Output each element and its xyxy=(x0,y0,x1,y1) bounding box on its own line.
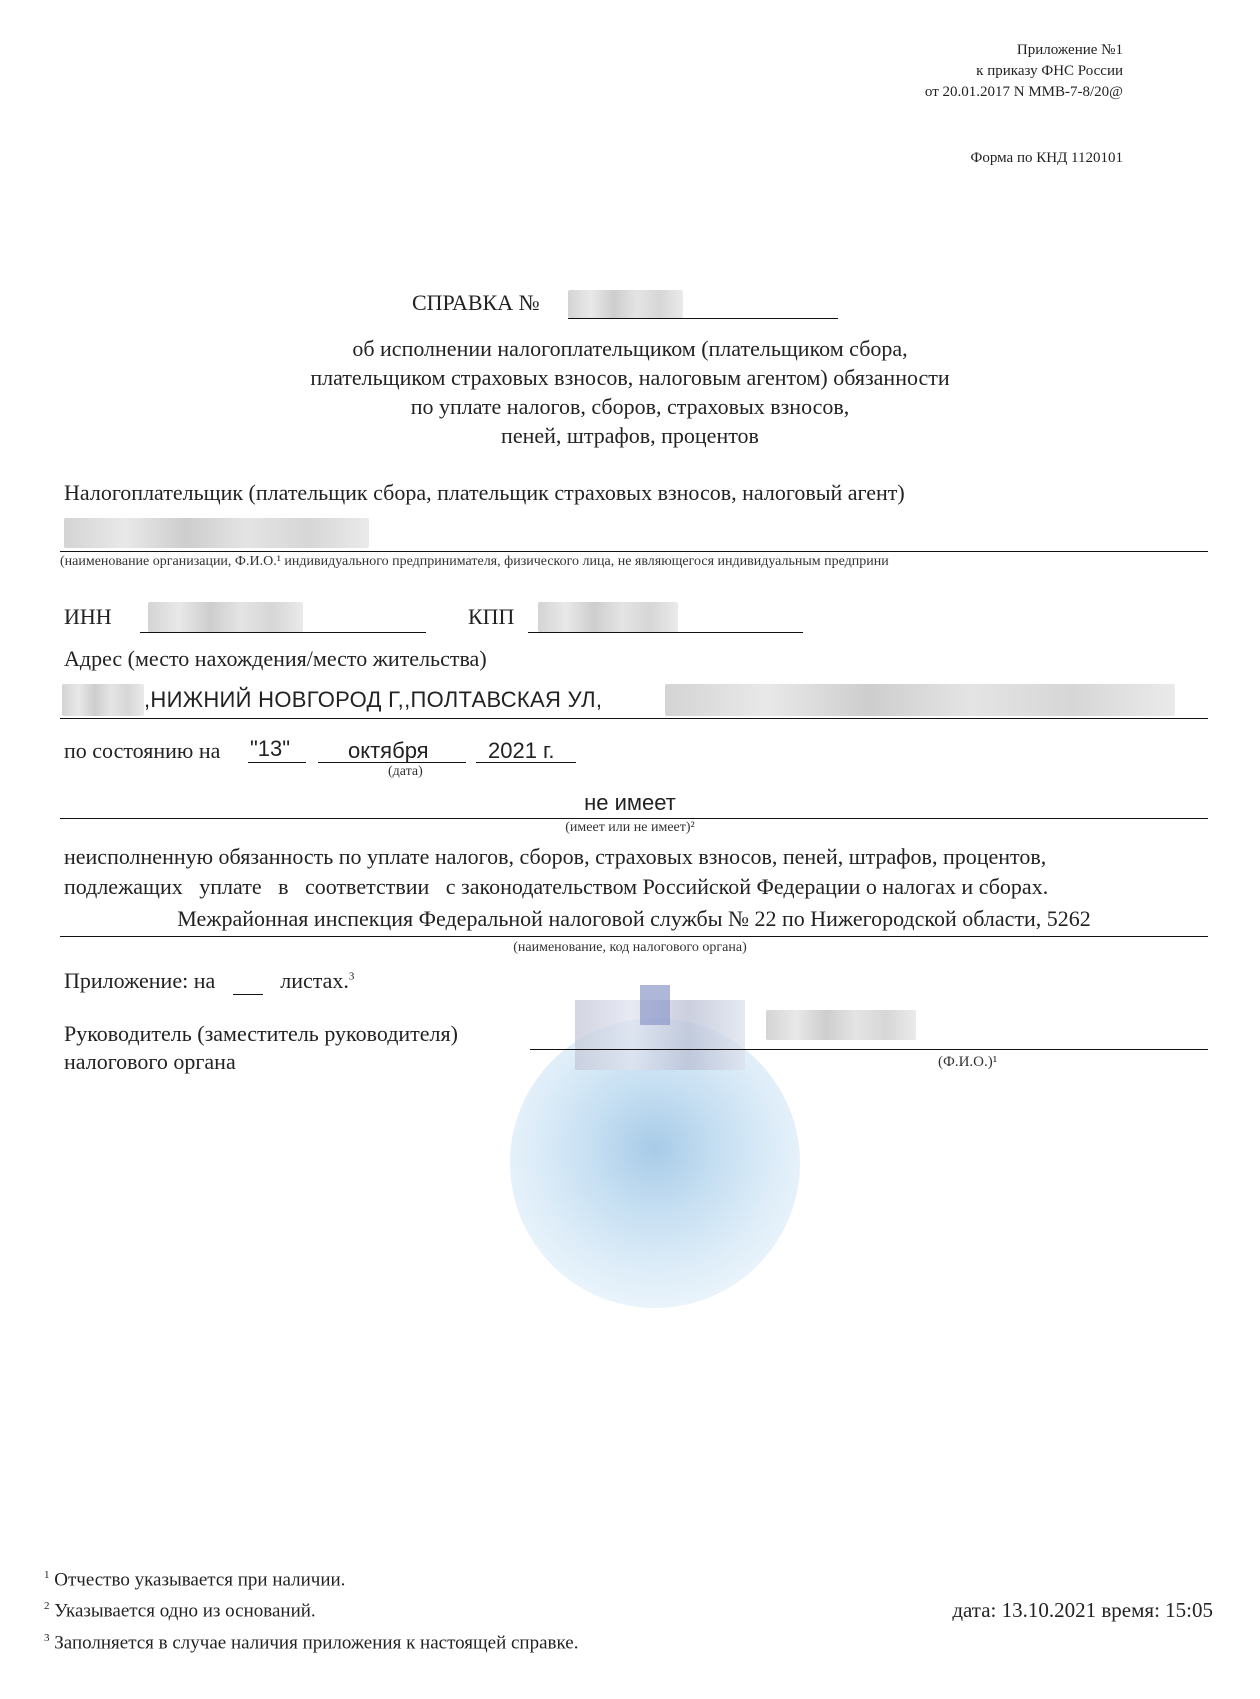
signature-caption: (Ф.И.О.)¹ xyxy=(938,1054,998,1070)
attachment-label-pre: Приложение: на xyxy=(64,968,216,993)
inn-label: ИНН xyxy=(64,604,112,629)
appendix-line-3: от 20.01.2017 N ММВ-7-8/20@ xyxy=(924,84,1123,100)
taxpayer-caption: (наименование организации, Ф.И.О.¹ индивидуального предпринимателя, физического лица, не являющегося индивидуальным предприни xyxy=(60,554,889,569)
redacted-address-end xyxy=(665,684,1175,716)
title-line-2: плательщиком страховых взносов, налоговым агентом) обязанности xyxy=(310,365,950,390)
appendix-block xyxy=(723,40,1123,103)
title-text xyxy=(180,334,1080,450)
date-year-underline xyxy=(476,762,576,763)
taxpayer-underline xyxy=(60,551,1208,552)
signature-line-2: налогового органа xyxy=(64,1049,236,1074)
title-line-3: по уплате налогов, сборов, страховых взносов, xyxy=(410,394,850,419)
redacted-address-start xyxy=(62,684,144,716)
status-underline xyxy=(60,818,1208,819)
timestamp: дата: 13.10.2021 время: 15:05 xyxy=(952,1598,1213,1622)
date-month: октября xyxy=(348,738,429,763)
date-label: по состоянию на xyxy=(64,738,221,763)
spravka-title: СПРАВКА № xyxy=(412,290,540,315)
signature-underline xyxy=(530,1049,1208,1050)
inn-underline xyxy=(140,632,426,633)
authority-caption: (наименование, код налогового органа) xyxy=(513,940,747,955)
appendix-line-2: к приказу ФНС России xyxy=(976,63,1123,79)
appendix-line-1: Приложение №1 xyxy=(1016,42,1123,58)
date-month-underline xyxy=(318,762,466,763)
kpp-label: КПП xyxy=(468,604,515,629)
footnote-1: $^1$ Отчество указывается при наличии. xyxy=(44,1569,346,1591)
footnote-2: $^2$ Указывается одно из оснований. xyxy=(44,1600,316,1622)
attachment-label-post: листах. xyxy=(280,968,349,993)
signature-label xyxy=(64,1020,458,1076)
address-label: Адрес (место нахождения/место жительства) xyxy=(64,646,487,671)
stamp-detail xyxy=(640,985,670,1025)
redacted-kpp xyxy=(538,602,678,632)
redacted-signer-name xyxy=(766,1010,916,1040)
attachment-sup: 3 xyxy=(348,970,355,983)
kpp-underline xyxy=(528,632,803,633)
attachment-count-blank xyxy=(233,968,263,995)
authority-underline xyxy=(60,936,1208,937)
redacted-inn xyxy=(148,602,303,632)
signature-line-1: Руководитель (заместитель руководителя) xyxy=(64,1021,458,1046)
status-text-line-2: подлежащих уплате в соответствии с законодательством Российской Федерации о налогах и сборах. xyxy=(64,874,1049,899)
redacted-number xyxy=(568,290,683,318)
status-caption: (имеет или не имеет)² xyxy=(565,820,695,835)
footnote-3: $^3$ Заполняется в случае наличия приложения к настоящей справке. xyxy=(44,1631,579,1653)
attachment-label xyxy=(64,968,354,995)
address-value: ,НИЖНИЙ НОВГОРОД Г,,ПОЛТАВСКАЯ УЛ, xyxy=(144,687,603,712)
authority-name: Межрайонная инспекция Федеральной налоговой службы № 22 по Нижегородской области, 5262 xyxy=(177,906,1091,931)
date-year: 2021 г. xyxy=(488,738,555,763)
footnotes xyxy=(44,1562,578,1656)
date-caption: (дата) xyxy=(388,764,423,779)
title-line-1: об исполнении налогоплательщиком (плательщиком сбора, xyxy=(352,336,908,361)
date-day-underline xyxy=(248,762,306,763)
taxpayer-label: Налогоплательщик (плательщик сбора, плательщик страховых взносов, налоговый агент) xyxy=(64,480,905,505)
form-code: Форма по КНД 1120101 xyxy=(970,150,1123,166)
status-text-line-1: неисполненную обязанность по уплате налогов, сборов, страховых взносов, пеней, штрафов, процентов, xyxy=(64,844,1047,869)
address-underline xyxy=(60,718,1208,719)
date-day: "13" xyxy=(250,736,291,761)
status-value: не имеет xyxy=(584,790,676,815)
redacted-taxpayer-name xyxy=(64,518,369,548)
title-line-4: пеней, штрафов, процентов xyxy=(501,423,759,448)
number-underline xyxy=(568,318,838,319)
